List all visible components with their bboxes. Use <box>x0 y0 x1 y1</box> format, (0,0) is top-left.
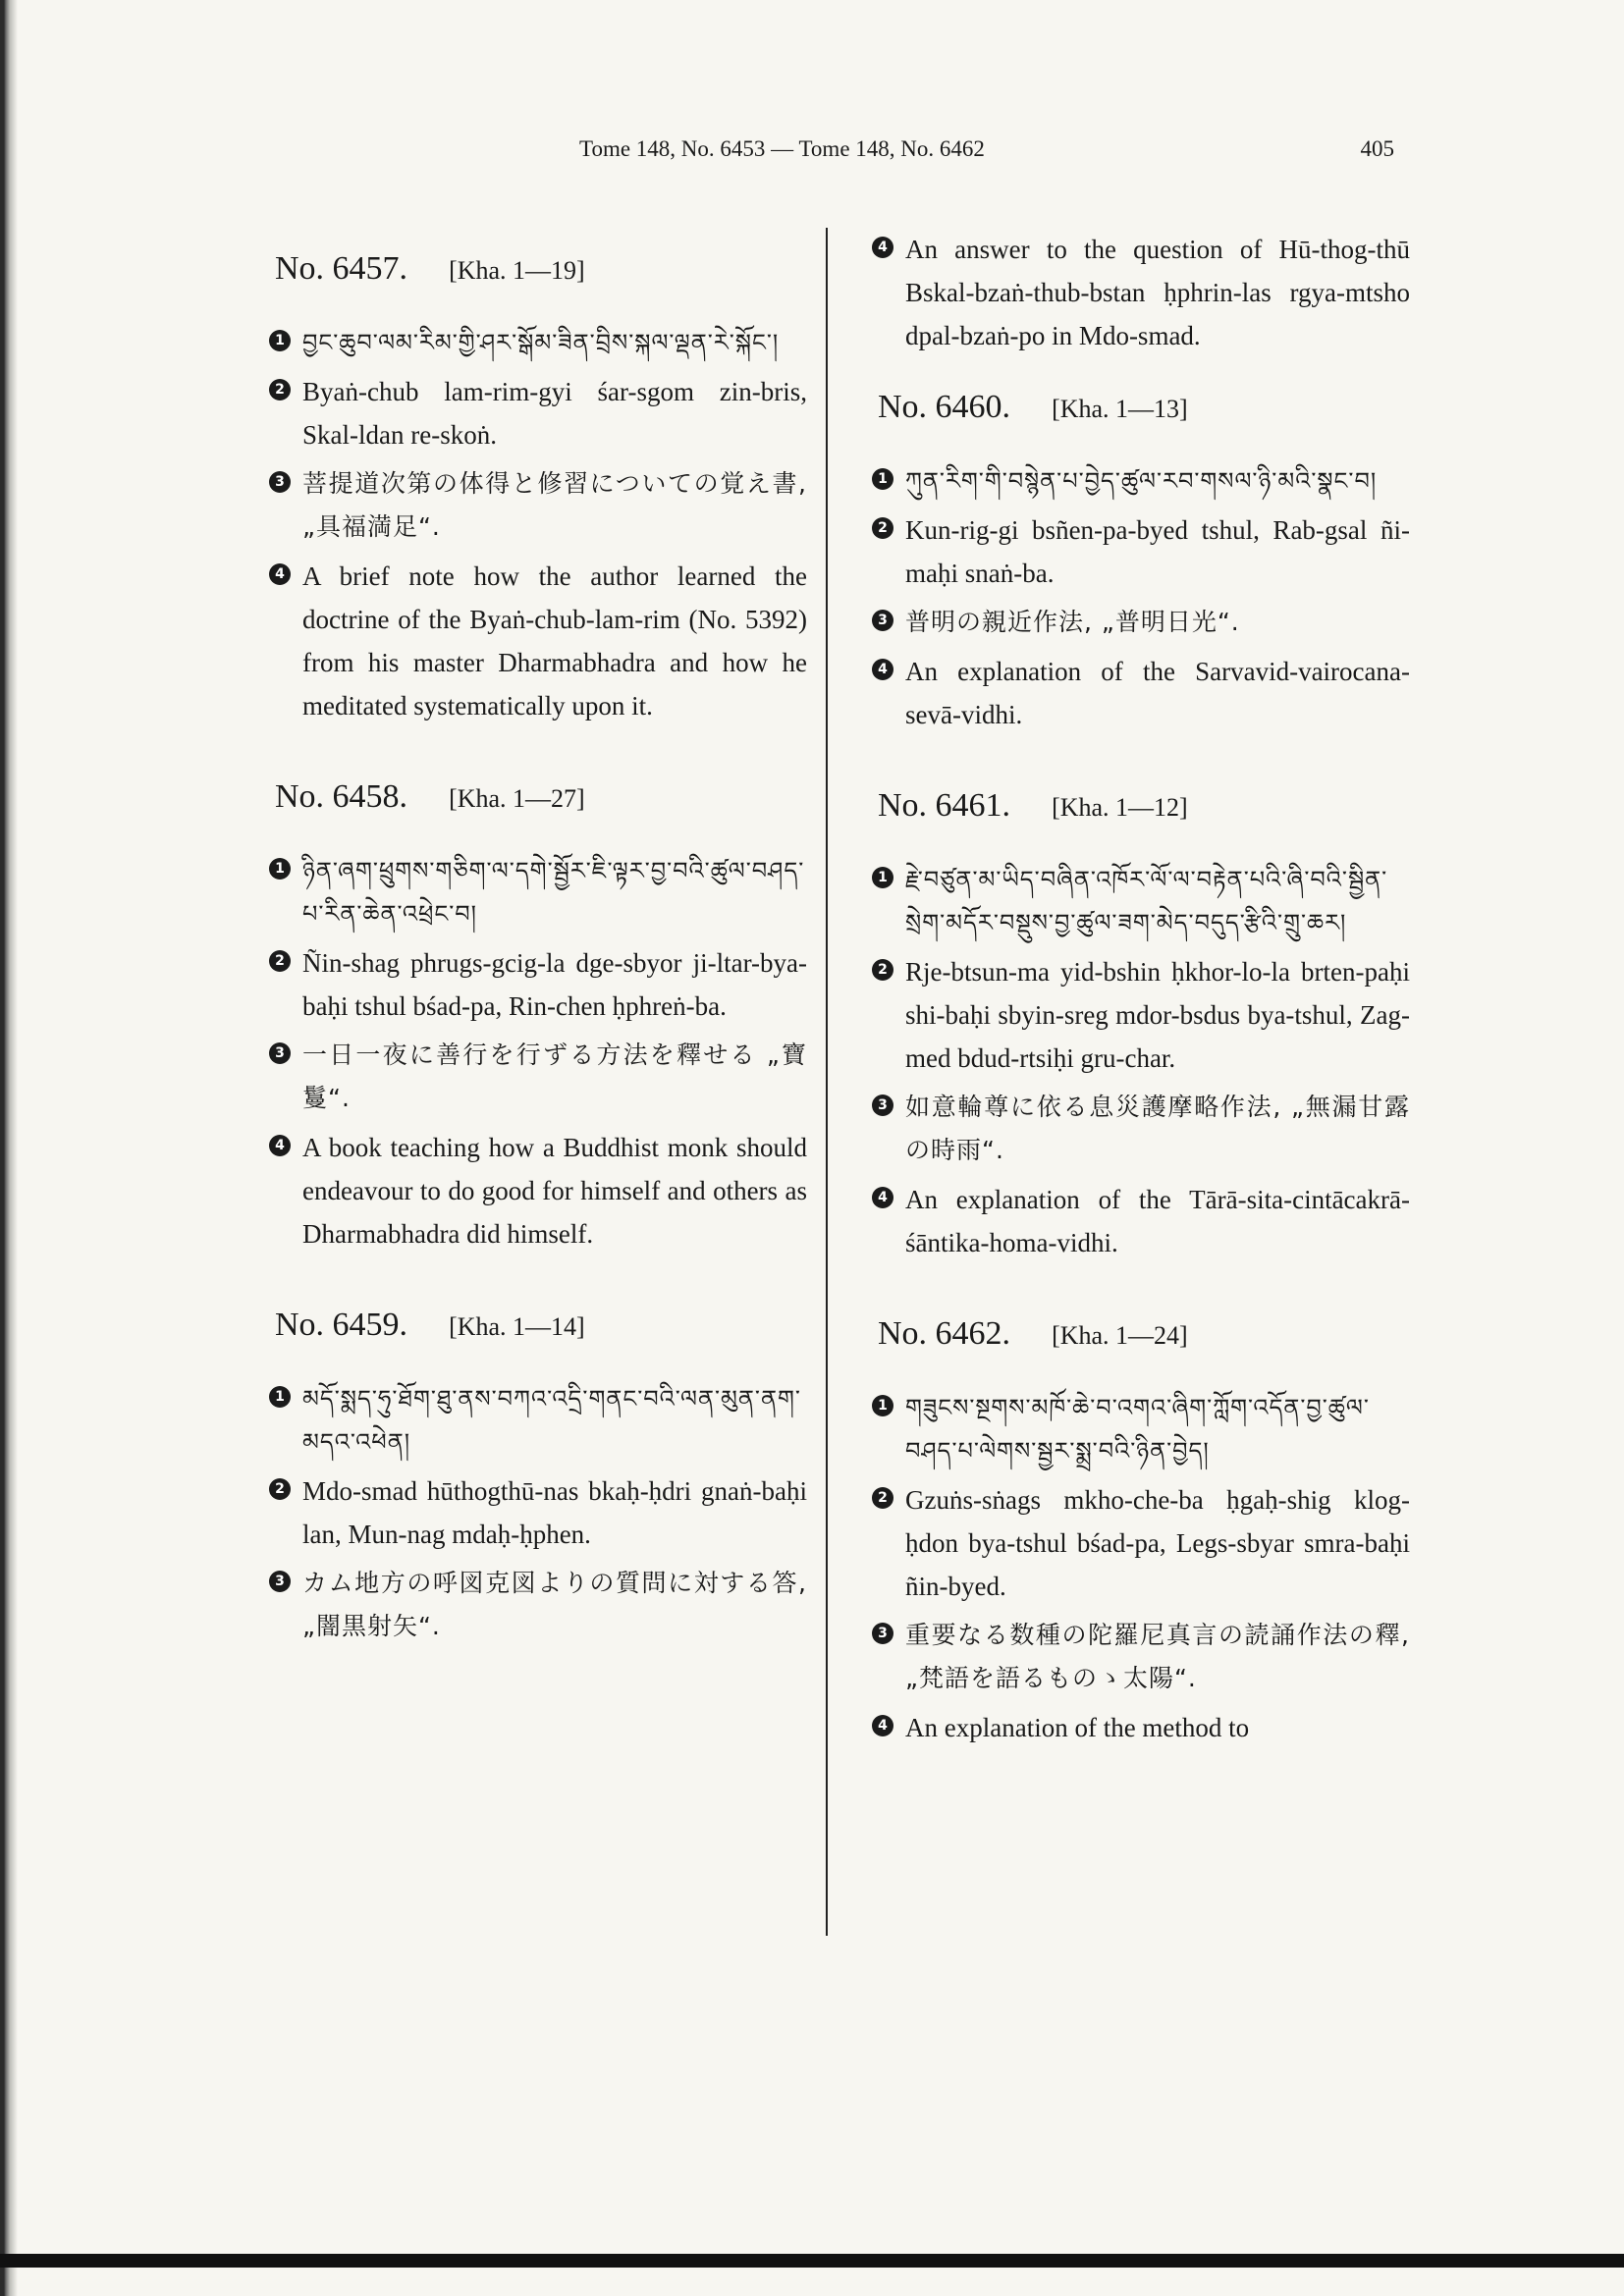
romanized-text: Kun-rig-gi bsñen-pa-byed tshul, Rab-gsal ñi-maḥi snaṅ-ba. <box>905 515 1410 588</box>
marker-1-icon: 1 <box>269 330 291 351</box>
marker-2-icon: 2 <box>872 517 893 539</box>
japanese-title <box>860 1086 1410 1172</box>
japanese-text: 菩提道次第の体得と修習についての覚え書, „具福満足“. <box>302 469 807 541</box>
entry-6461 <box>860 787 1410 1264</box>
romanized-title <box>257 941 807 1028</box>
entry-heading <box>878 787 1410 825</box>
entry-heading <box>275 1307 807 1344</box>
romanized-text: Ñin-shag phrugs-gcig-la dge-sbyor ji-ltar-bya-baḥi tshul bśad-pa, Rin-chen ḥphreṅ-ba. <box>302 948 807 1021</box>
romanized-title <box>860 950 1410 1080</box>
marker-3-icon: 3 <box>269 1042 291 1064</box>
tibetan-title <box>257 849 807 935</box>
marker-1-icon: 1 <box>872 1395 893 1416</box>
japanese-title <box>257 1034 807 1120</box>
japanese-text: カム地方の呼図克図よりの質問に対する答, „闇黒射矢“. <box>302 1569 807 1640</box>
marker-2-icon: 2 <box>269 379 291 400</box>
column-divider <box>826 228 828 1936</box>
entry-6460 <box>860 389 1410 736</box>
tibetan-title <box>257 1377 807 1464</box>
tibetan-text: གཟུངས་སྔགས་མཁོ་ཆེ་བ་འགའ་ཞིག་ཀློག་འདོན་བྱ་ཚུལ་བཤད་པ་ལེགས་སྦྱར་སྨྲ་བའི་ཉིན་བྱེད། <box>905 1394 1370 1465</box>
entry-reference: [Kha. 1—12] <box>1052 793 1188 822</box>
entry-heading <box>275 250 807 288</box>
entry-reference: [Kha. 1—19] <box>449 256 585 285</box>
marker-2-icon: 2 <box>269 950 291 972</box>
marker-2-icon: 2 <box>872 1487 893 1509</box>
scan-left-edge <box>0 0 18 2296</box>
japanese-text: 重要なる数種の陀羅尼真言の読誦作法の釋, „梵語を語るものゝ太陽“. <box>905 1621 1410 1692</box>
entry-reference: [Kha. 1—27] <box>449 784 585 813</box>
english-description <box>257 1126 807 1255</box>
marker-3-icon: 3 <box>872 1095 893 1116</box>
marker-4-icon: 4 <box>872 659 893 680</box>
entry-heading <box>878 389 1410 426</box>
japanese-title <box>860 1614 1410 1700</box>
tibetan-text: བྱང་ཆུབ་ལམ་རིམ་གྱི་ཤར་སྒོམ་ཟིན་བྲིས་སྐལ་ལྡན་རེ་སྐོང་། <box>302 329 780 356</box>
entry-number: No. 6459. <box>275 1307 408 1343</box>
entry-number: No. 6457. <box>275 250 408 287</box>
english-description <box>860 1178 1410 1264</box>
tibetan-text: ཉིན་ཞག་ཕྲུགས་གཅིག་ལ་དགེ་སྦྱོར་ཇི་ལྟར་བྱ་བའི་ཚུལ་བཤད་པ་རིན་ཆེན་འཕྲེང་བ། <box>302 857 805 928</box>
entry-heading <box>275 778 807 816</box>
running-title: Tome 148, No. 6453 — Tome 148, No. 6462 <box>579 136 985 161</box>
marker-1-icon: 1 <box>269 1386 291 1408</box>
entry-number: No. 6458. <box>275 778 408 815</box>
scan-bottom-bar <box>0 2254 1624 2268</box>
marker-1-icon: 1 <box>872 468 893 490</box>
english-description <box>860 650 1410 736</box>
romanized-text: Rje-btsun-ma yid-bshin ḥkhor-lo-la brten-paḥi shi-baḥi sbyin-sreg mdor-bsdus bya-tshul, Zag-med bdud-rtsiḥi gru-char. <box>905 957 1410 1073</box>
entry-number: No. 6462. <box>878 1315 1011 1352</box>
entry-6459 <box>257 1307 807 1648</box>
japanese-title <box>860 601 1410 644</box>
marker-4-icon: 4 <box>872 1187 893 1208</box>
left-column <box>257 250 807 1654</box>
romanized-text: Mdo-smad hūthogthū-nas bkaḥ-ḥdri gnaṅ-baḥi lan, Mun-nag mdaḥ-ḥphen. <box>302 1476 807 1549</box>
entry-6458 <box>257 778 807 1255</box>
marker-1-icon: 1 <box>269 858 291 880</box>
marker-4-icon: 4 <box>872 237 893 258</box>
japanese-text: 普明の親近作法, „普明日光“. <box>905 608 1240 636</box>
entry-number: No. 6461. <box>878 787 1011 824</box>
english-text: An explanation of the Tārā-sita-cintācakrā-śāntika-homa-vidhi. <box>905 1185 1410 1257</box>
entry-reference: [Kha. 1—14] <box>449 1312 585 1341</box>
romanized-title <box>860 508 1410 595</box>
marker-3-icon: 3 <box>872 1623 893 1644</box>
entry-reference: [Kha. 1—13] <box>1052 395 1188 423</box>
japanese-text: 一日一夜に善行を行ずる方法を釋せる „寶鬘“. <box>302 1041 807 1112</box>
tibetan-title <box>257 321 807 364</box>
romanized-text: Byaṅ-chub lam-rim-gyi śar-sgom zin-bris, Skal-ldan re-skoṅ. <box>302 377 807 450</box>
entry-number: No. 6460. <box>878 389 1011 425</box>
english-description <box>860 1706 1410 1749</box>
japanese-title <box>257 462 807 549</box>
marker-3-icon: 3 <box>872 610 893 631</box>
tibetan-text: མདོ་སྨད་ཧུ་ཐོག་ཐུ་ནས་བཀའ་འདྲི་གནང་བའི་ལན་མུན་ནག་མདའ་འཕེན། <box>302 1385 801 1456</box>
tibetan-title <box>860 459 1410 503</box>
english-text: A brief note how the author learned the doctrine of the Byaṅ-chub-lam-rim (No. 5392) from his master Dharmabhadra and how he meditated systematically upon it. <box>302 561 807 721</box>
japanese-text: 如意輪尊に依る息災護摩略作法, „無漏甘露の時雨“. <box>905 1093 1410 1164</box>
english-text: A book teaching how a Buddhist monk should endeavour to do good for himself and others as Dharmabhadra did himself. <box>302 1133 807 1249</box>
english-text: An answer to the question of Hū-thog-thū Bskal-bzaṅ-thub-bstan ḥphrin-las rgya-mtsho dpal-bzaṅ-po in Mdo-smad. <box>905 235 1410 350</box>
tibetan-title <box>860 858 1410 944</box>
running-header <box>579 136 1394 170</box>
tibetan-text: ཀུན་རིག་གི་བསྙེན་པ་བྱེད་ཚུལ་རབ་གསལ་ཉི་མའི་སྣང་བ། <box>905 467 1378 495</box>
marker-3-icon: 3 <box>269 1571 291 1592</box>
tibetan-title <box>860 1386 1410 1472</box>
romanized-title <box>860 1478 1410 1608</box>
english-description <box>860 228 1410 357</box>
entry-reference: [Kha. 1—24] <box>1052 1321 1188 1350</box>
page-number: 405 <box>1360 136 1394 161</box>
english-text: An explanation of the Sarvavid-vairocana-sevā-vidhi. <box>905 657 1410 729</box>
marker-4-icon: 4 <box>269 1135 291 1156</box>
marker-3-icon: 3 <box>269 471 291 493</box>
romanized-title <box>257 1469 807 1556</box>
marker-2-icon: 2 <box>872 959 893 981</box>
marker-1-icon: 1 <box>872 867 893 888</box>
english-description <box>257 555 807 727</box>
english-text: An explanation of the method to <box>905 1713 1250 1742</box>
marker-2-icon: 2 <box>269 1478 291 1500</box>
marker-4-icon: 4 <box>872 1715 893 1736</box>
tibetan-text: རྗེ་བཙུན་མ་ཡིད་བཞིན་འཁོར་ལོ་ལ་བརྟེན་པའི་ཞི་བའི་སྦྱིན་སྲེག་མདོར་བསྡུས་བྱ་ཚུལ་ཟག་མེད་བདུད་རྩིའི་གྲུ་ཆར། <box>905 866 1388 936</box>
entry-6457 <box>257 250 807 727</box>
romanized-title <box>257 370 807 456</box>
japanese-title <box>257 1562 807 1648</box>
marker-4-icon: 4 <box>269 563 291 585</box>
right-column <box>860 228 1410 1755</box>
entry-6459-continued <box>860 228 1410 357</box>
romanized-text: Gzuṅs-sṅags mkho-che-ba ḥgaḥ-shig klog-ḥdon bya-tshul bśad-pa, Legs-sbyar smra-baḥi ñin-byed. <box>905 1485 1410 1601</box>
entry-heading <box>878 1315 1410 1353</box>
entry-6462 <box>860 1315 1410 1749</box>
